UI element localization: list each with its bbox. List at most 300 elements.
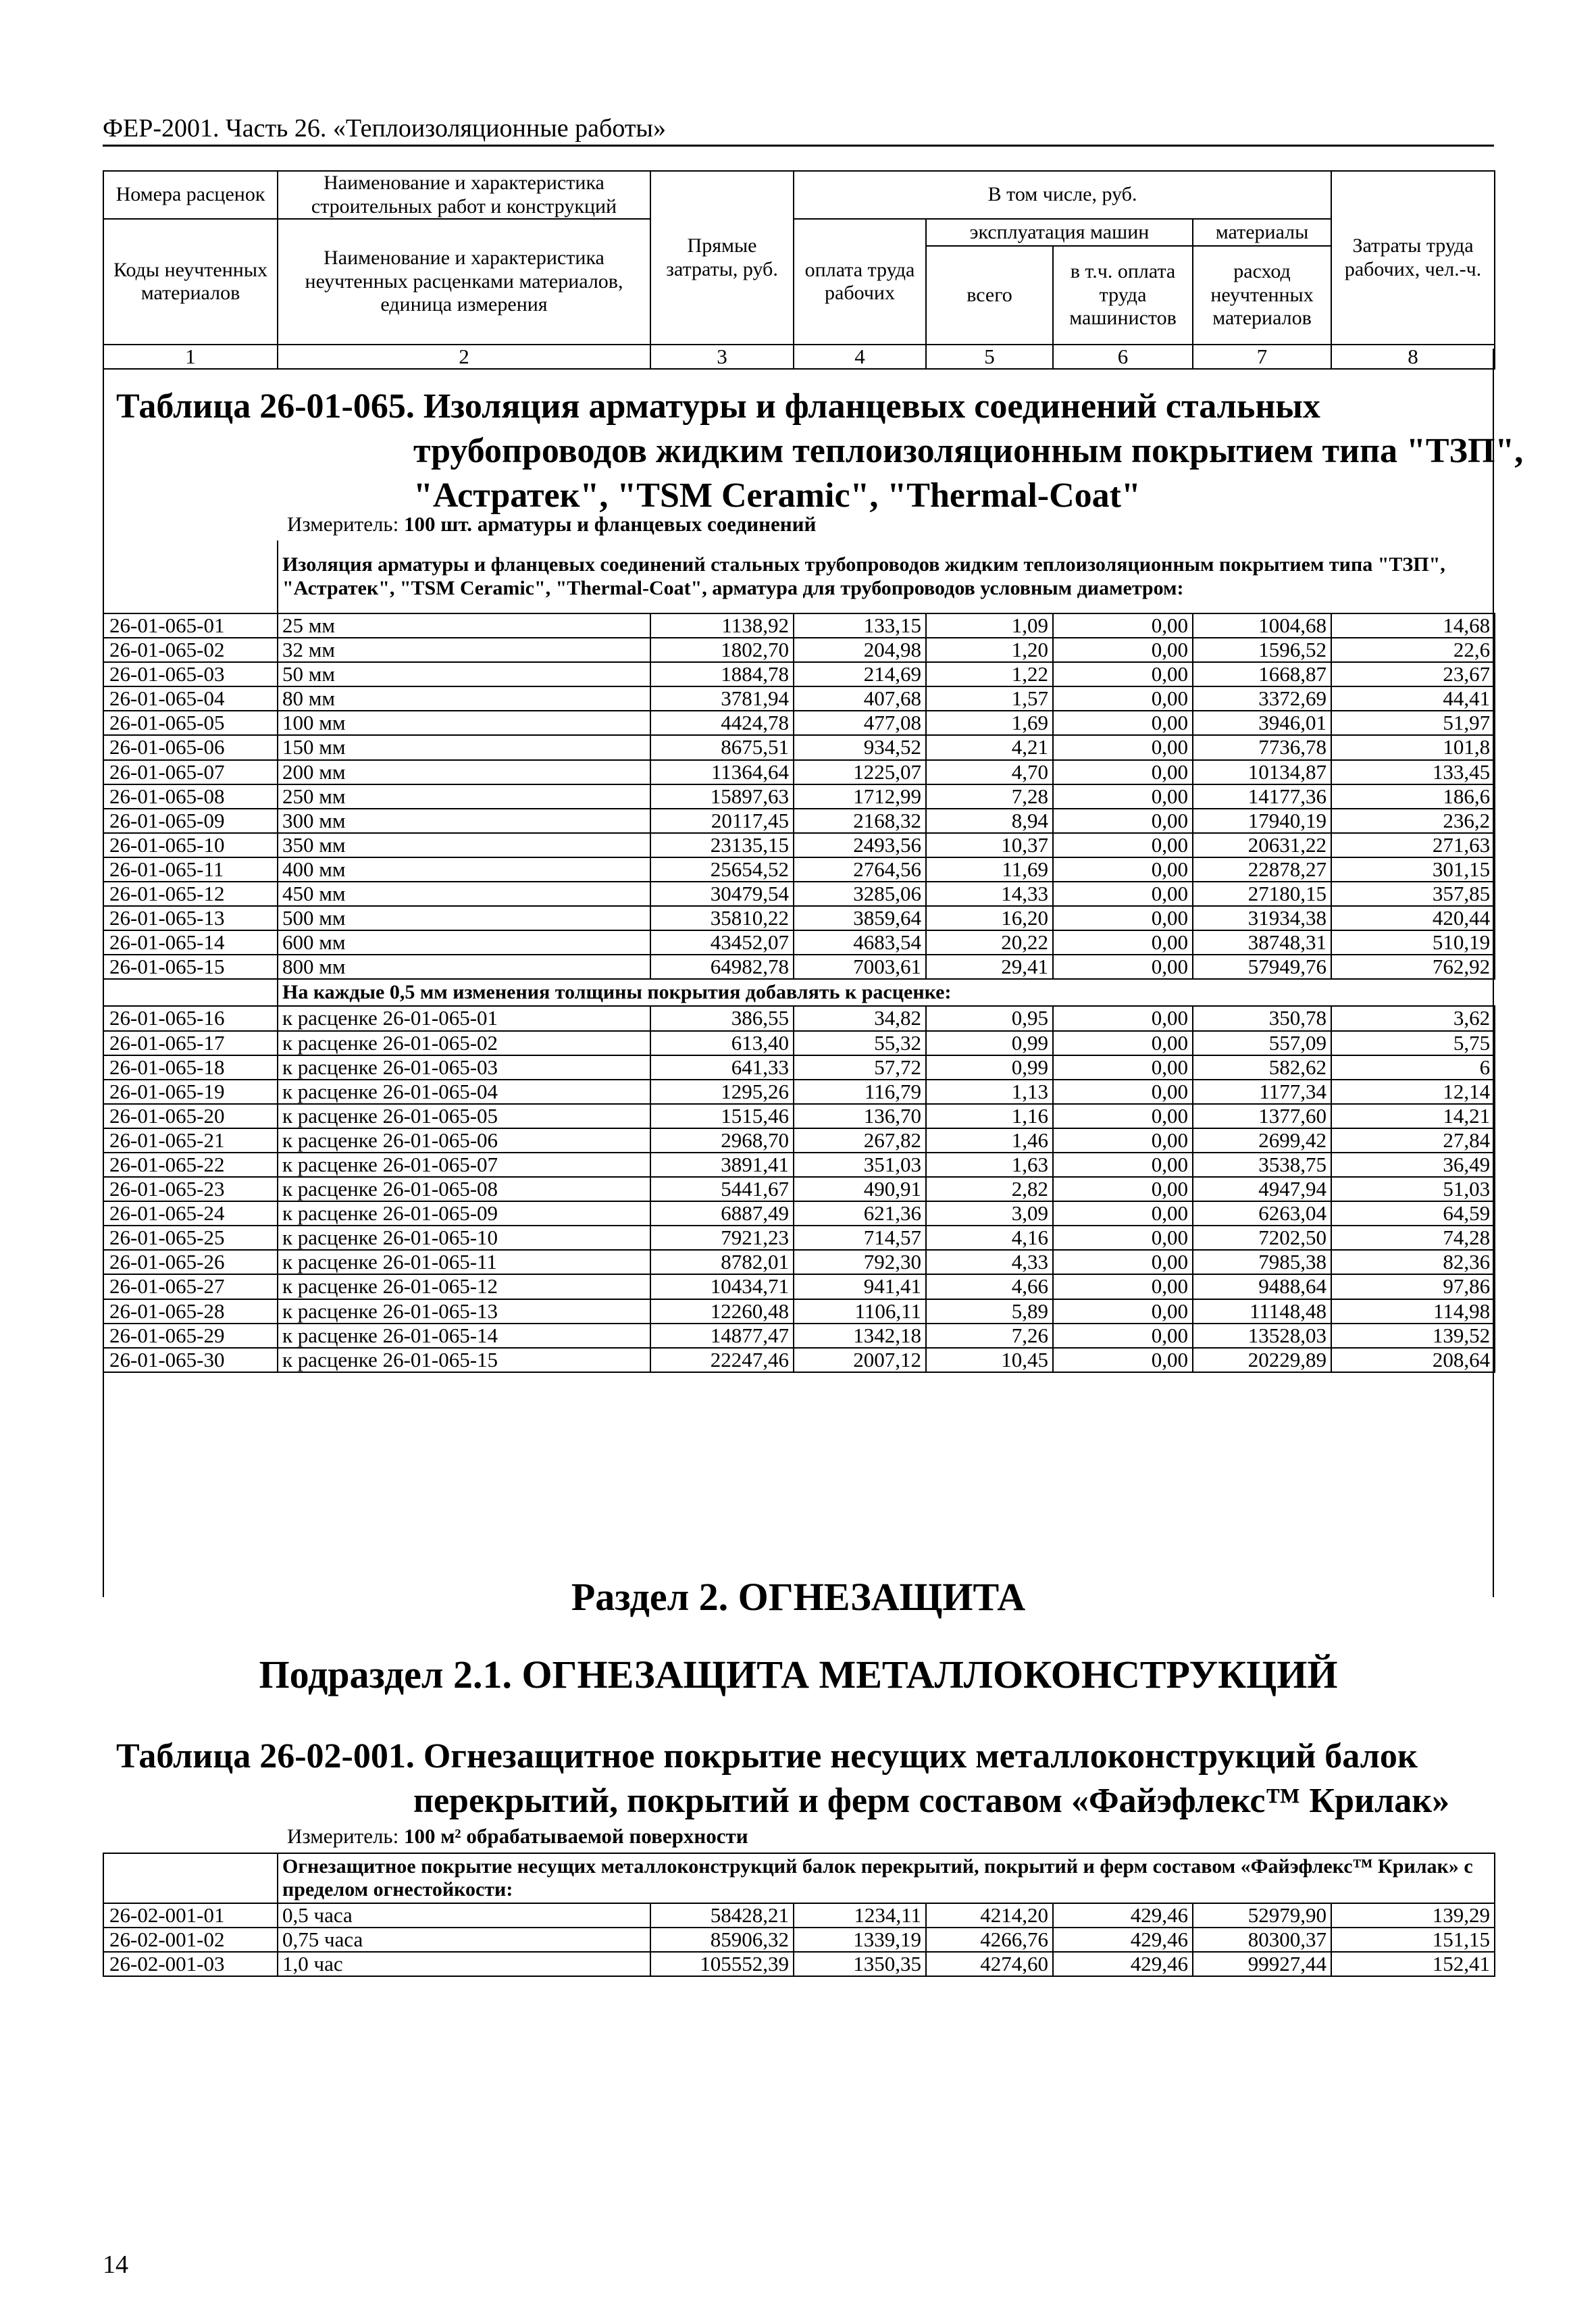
value-cell: 1342,18 (794, 1324, 926, 1348)
value-cell: 4274,60 (926, 1952, 1053, 1976)
rate-code: 26-02-001-01 (103, 1903, 278, 1928)
rate-code: 26-01-065-10 (103, 833, 278, 857)
value-cell: 22,6 (1331, 638, 1495, 662)
group-heading-code-cell (103, 540, 278, 613)
value-cell: 12,14 (1331, 1080, 1495, 1104)
value-cell: 3891,41 (650, 1153, 794, 1177)
value-cell: 420,44 (1331, 906, 1495, 930)
table-row (103, 857, 1495, 882)
group-heading: На каждые 0,5 мм изменения толщины покрытия добавлять к расценке: (278, 979, 1495, 1006)
value-cell: 27,84 (1331, 1128, 1495, 1153)
table2-title-line1: Таблица 26-02-001. Огнезащитное покрытие несущих металлоконструкций балок (116, 1737, 1418, 1776)
value-cell: 51,97 (1331, 711, 1495, 735)
rate-code: 26-01-065-20 (103, 1104, 278, 1128)
value-cell: 17940,19 (1193, 809, 1331, 833)
rate-code: 26-01-065-07 (103, 760, 278, 784)
value-cell: 1295,26 (650, 1080, 794, 1104)
rate-code: 26-01-065-12 (103, 882, 278, 906)
value-cell: 0,00 (1053, 1250, 1193, 1274)
value-cell: 9488,64 (1193, 1274, 1331, 1299)
value-cell: 6263,04 (1193, 1201, 1331, 1226)
value-cell: 1712,99 (794, 784, 926, 809)
value-cell: 2,82 (926, 1177, 1053, 1201)
value-cell: 3285,06 (794, 882, 926, 906)
column-number: 1 (103, 345, 278, 369)
rate-code: 26-01-065-05 (103, 711, 278, 735)
value-cell: 1668,87 (1193, 662, 1331, 686)
table-row (103, 760, 1495, 784)
value-cell: 0,00 (1053, 1201, 1193, 1226)
work-description: к расценке 26-01-065-01 (278, 1006, 650, 1030)
value-cell: 4683,54 (794, 930, 926, 955)
table1-title-line2: трубопроводов жидким теплоизоляционным покрытием типа "ТЗП", (413, 432, 1524, 470)
table-row (103, 735, 1495, 759)
value-cell: 55,32 (794, 1031, 926, 1055)
value-cell: 1234,11 (794, 1903, 926, 1928)
header-labor-pay: оплата труда рабочих (794, 219, 926, 345)
value-cell: 14877,47 (650, 1324, 794, 1348)
value-cell: 8,94 (926, 809, 1053, 833)
value-cell: 58428,21 (650, 1903, 794, 1928)
value-cell: 1515,46 (650, 1104, 794, 1128)
rate-code: 26-01-065-14 (103, 930, 278, 955)
work-description: к расценке 26-01-065-07 (278, 1153, 650, 1177)
rate-code: 26-01-065-03 (103, 662, 278, 686)
value-cell: 10434,71 (650, 1274, 794, 1299)
value-cell: 52979,90 (1193, 1903, 1331, 1928)
value-cell: 386,55 (650, 1006, 794, 1030)
value-cell: 0,00 (1053, 784, 1193, 809)
column-number: 4 (794, 345, 926, 369)
value-cell: 13528,03 (1193, 1324, 1331, 1348)
value-cell: 11364,64 (650, 760, 794, 784)
value-cell: 1,69 (926, 711, 1053, 735)
value-cell: 29,41 (926, 955, 1053, 979)
value-cell: 0,00 (1053, 1006, 1193, 1030)
table2-measure: Измеритель: 100 м² обрабатываемой поверхности (287, 1824, 748, 1848)
value-cell: 0,00 (1053, 1226, 1193, 1250)
value-cell: 2968,70 (650, 1128, 794, 1153)
work-description: 1,0 час (278, 1952, 650, 1976)
value-cell: 1884,78 (650, 662, 794, 686)
table-row (103, 1348, 1495, 1372)
column-number: 8 (1331, 345, 1495, 369)
table2-body (103, 1853, 1495, 1977)
header-material-codes: Коды неучтенных материалов (103, 219, 278, 345)
column-number: 7 (1193, 345, 1331, 369)
table-row (103, 711, 1495, 735)
value-cell: 3859,64 (794, 906, 926, 930)
value-cell: 4,16 (926, 1226, 1053, 1250)
value-cell: 7003,61 (794, 955, 926, 979)
rate-code: 26-01-065-04 (103, 686, 278, 711)
work-description: 500 мм (278, 906, 650, 930)
value-cell: 51,03 (1331, 1177, 1495, 1201)
value-cell: 0,99 (926, 1055, 1053, 1080)
value-cell: 934,52 (794, 735, 926, 759)
value-cell: 27180,15 (1193, 882, 1331, 906)
value-cell: 97,86 (1331, 1274, 1495, 1299)
value-cell: 0,00 (1053, 711, 1193, 735)
value-cell: 0,00 (1053, 1055, 1193, 1080)
value-cell: 429,46 (1053, 1928, 1193, 1952)
value-cell: 0,00 (1053, 1031, 1193, 1055)
value-cell: 10134,87 (1193, 760, 1331, 784)
rate-code: 26-01-065-15 (103, 955, 278, 979)
value-cell: 14,21 (1331, 1104, 1495, 1128)
table-row (103, 1006, 1495, 1030)
value-cell: 25654,52 (650, 857, 794, 882)
work-description: к расценке 26-01-065-12 (278, 1274, 650, 1299)
work-description: к расценке 26-01-065-11 (278, 1250, 650, 1274)
value-cell: 4214,20 (926, 1903, 1053, 1928)
table-row (103, 809, 1495, 833)
header-total: всего (926, 246, 1053, 345)
group-heading: Огнезащитное покрытие несущих металлоконструкций балок перекрытий, покрытий и ферм составом «Файэфлекс™ Крилак» с пределом огнестойкости: (278, 1853, 1495, 1903)
value-cell: 7202,50 (1193, 1226, 1331, 1250)
column-number: 3 (650, 345, 794, 369)
value-cell: 0,00 (1053, 1080, 1193, 1104)
value-cell: 85906,32 (650, 1928, 794, 1952)
column-number: 2 (278, 345, 650, 369)
table-row (103, 1177, 1495, 1201)
rate-code: 26-02-001-02 (103, 1928, 278, 1952)
table-row (103, 906, 1495, 930)
header-rate-numbers: Номера расценок (103, 171, 278, 219)
value-cell: 101,8 (1331, 735, 1495, 759)
header-including: В том числе, руб. (794, 171, 1331, 219)
value-cell: 301,15 (1331, 857, 1495, 882)
value-cell: 477,08 (794, 711, 926, 735)
work-description: 0,75 часа (278, 1928, 650, 1952)
rate-code: 26-01-065-17 (103, 1031, 278, 1055)
table-row (103, 882, 1495, 906)
rate-code: 26-01-065-06 (103, 735, 278, 759)
rate-code: 26-01-065-27 (103, 1274, 278, 1299)
work-description: 200 мм (278, 760, 650, 784)
value-cell: 7985,38 (1193, 1250, 1331, 1274)
value-cell: 23135,15 (650, 833, 794, 857)
rate-code: 26-01-065-22 (103, 1153, 278, 1177)
value-cell: 4424,78 (650, 711, 794, 735)
value-cell: 714,57 (794, 1226, 926, 1250)
work-description: к расценке 26-01-065-02 (278, 1031, 650, 1055)
rate-code: 26-01-065-16 (103, 1006, 278, 1030)
value-cell: 133,45 (1331, 760, 1495, 784)
rate-code: 26-01-065-30 (103, 1348, 278, 1372)
value-cell: 7736,78 (1193, 735, 1331, 759)
value-cell: 1,20 (926, 638, 1053, 662)
value-cell: 407,68 (794, 686, 926, 711)
value-cell: 0,00 (1053, 1348, 1193, 1372)
value-cell: 641,33 (650, 1055, 794, 1080)
value-cell: 621,36 (794, 1201, 926, 1226)
value-cell: 4,70 (926, 760, 1053, 784)
work-description: к расценке 26-01-065-06 (278, 1128, 650, 1153)
value-cell: 429,46 (1053, 1903, 1193, 1928)
value-cell: 3946,01 (1193, 711, 1331, 735)
page-number: 14 (103, 2250, 128, 2279)
table-row (103, 1274, 1495, 1299)
value-cell: 0,00 (1053, 955, 1193, 979)
work-description: к расценке 26-01-065-08 (278, 1177, 650, 1201)
work-description: к расценке 26-01-065-14 (278, 1324, 650, 1348)
table-row (103, 1080, 1495, 1104)
value-cell: 2168,32 (794, 809, 926, 833)
table-row (103, 1324, 1495, 1348)
value-cell: 0,00 (1053, 613, 1193, 638)
group-heading: Изоляция арматуры и фланцевых соединений стальных трубопроводов жидким теплоизоляционным покрытием типа "ТЗП", "Астратек", "TSM Ceramic", "Thermal-Coat", арматура для трубопроводов условным диаметром: (278, 540, 1495, 613)
rate-code: 26-01-065-11 (103, 857, 278, 882)
value-cell: 1339,19 (794, 1928, 926, 1952)
rate-code: 26-01-065-01 (103, 613, 278, 638)
value-cell: 12260,48 (650, 1299, 794, 1324)
group-heading-row (103, 540, 1495, 613)
value-cell: 0,00 (1053, 1299, 1193, 1324)
work-description: к расценке 26-01-065-10 (278, 1226, 650, 1250)
value-cell: 0,99 (926, 1031, 1053, 1055)
work-description: к расценке 26-01-065-04 (278, 1080, 650, 1104)
work-description: к расценке 26-01-065-03 (278, 1055, 650, 1080)
value-cell: 15897,63 (650, 784, 794, 809)
work-description: 300 мм (278, 809, 650, 833)
value-cell: 792,30 (794, 1250, 926, 1274)
value-cell: 1,57 (926, 686, 1053, 711)
column-number: 5 (926, 345, 1053, 369)
section-title: Раздел 2. ОГНЕЗАЩИТА (571, 1575, 1026, 1619)
value-cell: 2007,12 (794, 1348, 926, 1372)
value-cell: 1,46 (926, 1128, 1053, 1153)
value-cell: 114,98 (1331, 1299, 1495, 1324)
table-row (103, 613, 1495, 638)
value-cell: 0,95 (926, 1006, 1053, 1030)
value-cell: 1377,60 (1193, 1104, 1331, 1128)
rate-code: 26-01-065-24 (103, 1201, 278, 1226)
value-cell: 351,03 (794, 1153, 926, 1177)
value-cell: 0,00 (1053, 857, 1193, 882)
value-cell: 357,85 (1331, 882, 1495, 906)
value-cell: 35810,22 (650, 906, 794, 930)
header-machine-operation: эксплуатация машин (926, 219, 1193, 246)
value-cell: 1,09 (926, 613, 1053, 638)
value-cell: 20,22 (926, 930, 1053, 955)
column-header-table (103, 170, 1495, 370)
value-cell: 5,89 (926, 1299, 1053, 1324)
value-cell: 151,15 (1331, 1928, 1495, 1952)
rate-code: 26-01-065-26 (103, 1250, 278, 1274)
header-labor-cost: Затраты труда рабочих, чел.-ч. (1331, 171, 1495, 345)
header-rule (103, 145, 1494, 147)
value-cell: 136,70 (794, 1104, 926, 1128)
rate-code: 26-01-065-25 (103, 1226, 278, 1250)
group-heading-row (103, 979, 1495, 1006)
work-description: 450 мм (278, 882, 650, 906)
value-cell: 1350,35 (794, 1952, 926, 1976)
rate-code: 26-01-065-28 (103, 1299, 278, 1324)
table-row (103, 1128, 1495, 1153)
work-description: 150 мм (278, 735, 650, 759)
value-cell: 4,21 (926, 735, 1053, 759)
work-description: к расценке 26-01-065-05 (278, 1104, 650, 1128)
value-cell: 30479,54 (650, 882, 794, 906)
value-cell: 3372,69 (1193, 686, 1331, 711)
value-cell: 4266,76 (926, 1928, 1053, 1952)
value-cell: 0,00 (1053, 1177, 1193, 1201)
value-cell: 64982,78 (650, 955, 794, 979)
value-cell: 941,41 (794, 1274, 926, 1299)
value-cell: 14,68 (1331, 613, 1495, 638)
value-cell: 5,75 (1331, 1031, 1495, 1055)
value-cell: 0,00 (1053, 930, 1193, 955)
work-description: 400 мм (278, 857, 650, 882)
value-cell: 34,82 (794, 1006, 926, 1030)
value-cell: 99927,44 (1193, 1952, 1331, 1976)
value-cell: 267,82 (794, 1128, 926, 1153)
value-cell: 1,63 (926, 1153, 1053, 1177)
value-cell: 1596,52 (1193, 638, 1331, 662)
rate-code: 26-01-065-18 (103, 1055, 278, 1080)
value-cell: 20631,22 (1193, 833, 1331, 857)
value-cell: 7921,23 (650, 1226, 794, 1250)
value-cell: 11,69 (926, 857, 1053, 882)
value-cell: 5441,67 (650, 1177, 794, 1201)
value-cell: 0,00 (1053, 1104, 1193, 1128)
value-cell: 133,15 (794, 613, 926, 638)
table-row (103, 1153, 1495, 1177)
value-cell: 116,79 (794, 1080, 926, 1104)
table-row (103, 955, 1495, 979)
value-cell: 1004,68 (1193, 613, 1331, 638)
value-cell: 186,6 (1331, 784, 1495, 809)
value-cell: 44,41 (1331, 686, 1495, 711)
value-cell: 0,00 (1053, 1128, 1193, 1153)
value-cell: 236,2 (1331, 809, 1495, 833)
value-cell: 214,69 (794, 662, 926, 686)
work-description: к расценке 26-01-065-13 (278, 1299, 650, 1324)
value-cell: 0,00 (1053, 906, 1193, 930)
value-cell: 8782,01 (650, 1250, 794, 1274)
work-description: к расценке 26-01-065-09 (278, 1201, 650, 1226)
value-cell: 613,40 (650, 1031, 794, 1055)
value-cell: 0,00 (1053, 833, 1193, 857)
value-cell: 1106,11 (794, 1299, 926, 1324)
value-cell: 82,36 (1331, 1250, 1495, 1274)
rate-code: 26-01-065-08 (103, 784, 278, 809)
value-cell: 0,00 (1053, 760, 1193, 784)
column-number: 6 (1053, 345, 1193, 369)
table-row (103, 686, 1495, 711)
value-cell: 3,62 (1331, 1006, 1495, 1030)
work-description: 600 мм (278, 930, 650, 955)
value-cell: 2699,42 (1193, 1128, 1331, 1153)
value-cell: 14,33 (926, 882, 1053, 906)
work-description: 50 мм (278, 662, 650, 686)
table-row (103, 1928, 1495, 1952)
value-cell: 7,26 (926, 1324, 1053, 1348)
table-row (103, 784, 1495, 809)
value-cell: 1225,07 (794, 760, 926, 784)
value-cell: 139,52 (1331, 1324, 1495, 1348)
value-cell: 0,00 (1053, 638, 1193, 662)
value-cell: 14177,36 (1193, 784, 1331, 809)
value-cell: 1138,92 (650, 613, 794, 638)
header-work-name: Наименование и характеристика строительных работ и конструкций (278, 171, 650, 219)
work-description: 800 мм (278, 955, 650, 979)
rate-code: 26-02-001-03 (103, 1952, 278, 1976)
value-cell: 57,72 (794, 1055, 926, 1080)
value-cell: 2764,56 (794, 857, 926, 882)
value-cell: 38748,31 (1193, 930, 1331, 955)
value-cell: 208,64 (1331, 1348, 1495, 1372)
work-description: 25 мм (278, 613, 650, 638)
table-row (103, 1952, 1495, 1976)
rate-code: 26-01-065-19 (103, 1080, 278, 1104)
value-cell: 762,92 (1331, 955, 1495, 979)
value-cell: 429,46 (1053, 1952, 1193, 1976)
table-row (103, 1104, 1495, 1128)
value-cell: 0,00 (1053, 1153, 1193, 1177)
value-cell: 20117,45 (650, 809, 794, 833)
value-cell: 0,00 (1053, 686, 1193, 711)
value-cell: 1,22 (926, 662, 1053, 686)
value-cell: 11148,48 (1193, 1299, 1331, 1324)
value-cell: 510,19 (1331, 930, 1495, 955)
header-direct-costs: Прямые затраты, руб. (650, 171, 794, 345)
header-material-name: Наименование и характеристика неучтенных расценками материалов, единица измерения (278, 219, 650, 345)
table-row (103, 1903, 1495, 1928)
rate-code: 26-01-065-29 (103, 1324, 278, 1348)
table1-title-line1: Таблица 26-01-065. Изоляция арматуры и фланцевых соединений стальных (116, 387, 1320, 426)
value-cell: 271,63 (1331, 833, 1495, 857)
value-cell: 3781,94 (650, 686, 794, 711)
table1-title-line3: "Астратек", "TSM Ceramic", "Thermal-Coat" (413, 476, 1141, 515)
value-cell: 20229,89 (1193, 1348, 1331, 1372)
work-description: к расценке 26-01-065-15 (278, 1348, 650, 1372)
rate-code: 26-01-065-13 (103, 906, 278, 930)
table2-title-line2: перекрытий, покрытий и ферм составом «Файэфлекс™ Крилак» (413, 1782, 1450, 1820)
value-cell: 16,20 (926, 906, 1053, 930)
value-cell: 4947,94 (1193, 1177, 1331, 1201)
rate-code: 26-01-065-21 (103, 1128, 278, 1153)
value-cell: 557,09 (1193, 1031, 1331, 1055)
value-cell: 152,41 (1331, 1952, 1495, 1976)
value-cell: 10,45 (926, 1348, 1053, 1372)
value-cell: 64,59 (1331, 1201, 1495, 1226)
table-row (103, 1299, 1495, 1324)
value-cell: 6 (1331, 1055, 1495, 1080)
group-heading-code-cell (103, 1853, 278, 1903)
subsection-title: Подраздел 2.1. ОГНЕЗАЩИТА МЕТАЛЛОКОНСТРУКЦИЙ (259, 1653, 1338, 1696)
value-cell: 2493,56 (794, 833, 926, 857)
rate-code: 26-01-065-02 (103, 638, 278, 662)
table-row (103, 1055, 1495, 1080)
value-cell: 0,00 (1053, 809, 1193, 833)
value-cell: 0,00 (1053, 735, 1193, 759)
table-row (103, 1201, 1495, 1226)
value-cell: 105552,39 (650, 1952, 794, 1976)
value-cell: 22247,46 (650, 1348, 794, 1372)
table1-body (103, 540, 1495, 1373)
value-cell: 0,00 (1053, 662, 1193, 686)
value-cell: 74,28 (1331, 1226, 1495, 1250)
value-cell: 582,62 (1193, 1055, 1331, 1080)
value-cell: 490,91 (794, 1177, 926, 1201)
value-cell: 4,33 (926, 1250, 1053, 1274)
rate-code: 26-01-065-09 (103, 809, 278, 833)
value-cell: 1177,34 (1193, 1080, 1331, 1104)
value-cell: 6887,49 (650, 1201, 794, 1226)
value-cell: 350,78 (1193, 1006, 1331, 1030)
